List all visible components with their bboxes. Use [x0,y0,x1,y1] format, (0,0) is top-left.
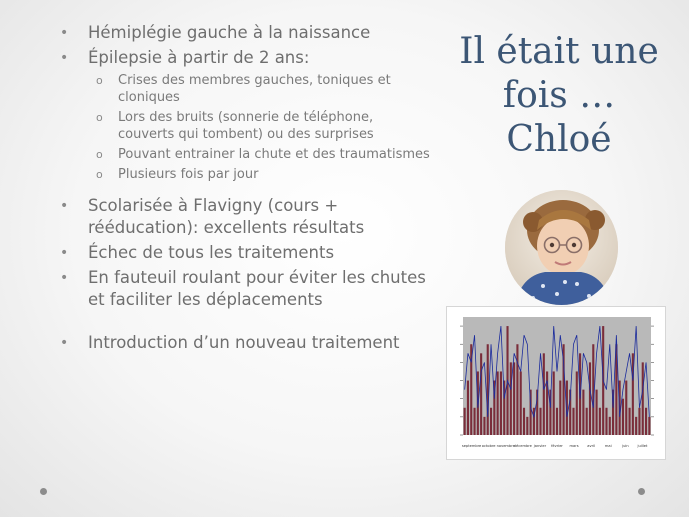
seizure-chart [446,306,666,460]
bullet-dot: • [60,50,69,66]
bullet-dot: • [60,25,69,41]
bar [629,408,631,435]
bullet-list [60,22,432,357]
sub-bullet-item: o Lors des bruits (sonnerie de téléphone, couverts qui tombent) ou des surprises [96,110,374,142]
bullet-item: • Scolarisée à Flavigny (cours + rééducation): excellents résultats [60,196,365,237]
month-label: mai [604,444,612,448]
bullet-item: • Échec de tous les traitements [60,243,335,262]
bar [480,353,482,435]
portrait-illustration [505,190,618,305]
nav-dot-left [40,488,47,495]
bullet-dot: • [60,245,69,261]
month-label: décembre [513,444,532,448]
month-label: septembre [461,444,482,448]
month-label: octobre [481,444,496,448]
bullet-dot: • [60,270,69,286]
bar [625,381,627,435]
bar [490,408,492,435]
bar [539,408,541,435]
bar [622,399,624,435]
sub-bullet-dot: o [96,148,103,161]
month-label: avril [587,444,596,448]
bar [586,408,588,435]
bar [516,344,518,435]
bar [589,362,591,435]
bar [559,381,561,435]
bullet-dot: • [60,198,69,214]
title-line: Chloé [506,119,612,160]
bullet-item: • Hémiplégie gauche à la naissance [60,23,371,42]
child-photo [505,190,618,305]
bar [487,344,489,435]
sub-bullet-dot: o [96,74,103,87]
bar [635,417,637,435]
title-line: Il était une [459,31,659,72]
bullet-item: • Épilepsie à partir de 2 ans: [60,48,310,67]
bullet-item: • Introduction d’un nouveau traitement [60,333,400,352]
bar [609,417,611,435]
bar [648,417,650,435]
bar [523,408,525,435]
bar [473,408,475,435]
sub-bullet-item: o Plusieurs fois par jour [96,167,259,182]
bar [553,371,555,435]
bar [464,408,466,435]
month-label: janvier [533,444,547,448]
bar [497,371,499,435]
bar [599,408,601,435]
month-label: juin [622,444,629,448]
bar [520,371,522,435]
chart-svg [447,307,665,459]
sub-bullet-dot: o [96,168,103,181]
bar [638,408,640,435]
bar [526,417,528,435]
bar [642,362,644,435]
bar [605,408,607,435]
sub-bullet-item: o Crises des membres gauches, toniques et cloniques [96,73,391,105]
bar [483,417,485,435]
bar [645,408,647,435]
month-label: mars [569,444,579,448]
bar [500,371,502,435]
month-label: février [551,444,563,448]
bar [596,390,598,435]
sub-bullet-dot: o [96,111,103,124]
bar [572,408,574,435]
bar [543,353,545,435]
bullet-item: • En fauteuil roulant pour éviter les chutes et faciliter les déplacements [60,268,426,309]
bar [582,390,584,435]
bullet-dot: • [60,335,69,351]
bar [576,371,578,435]
slide-title [448,30,670,162]
month-label: juillet [637,444,648,448]
bar [513,362,515,435]
sub-bullet-item: o Pouvant entrainer la chute et des traumatismes [96,147,430,162]
title-line: fois … [502,75,616,116]
nav-dot-right [638,488,645,495]
bar [467,381,469,435]
bar [556,408,558,435]
month-label: novembre [496,444,515,448]
bar [510,362,512,435]
